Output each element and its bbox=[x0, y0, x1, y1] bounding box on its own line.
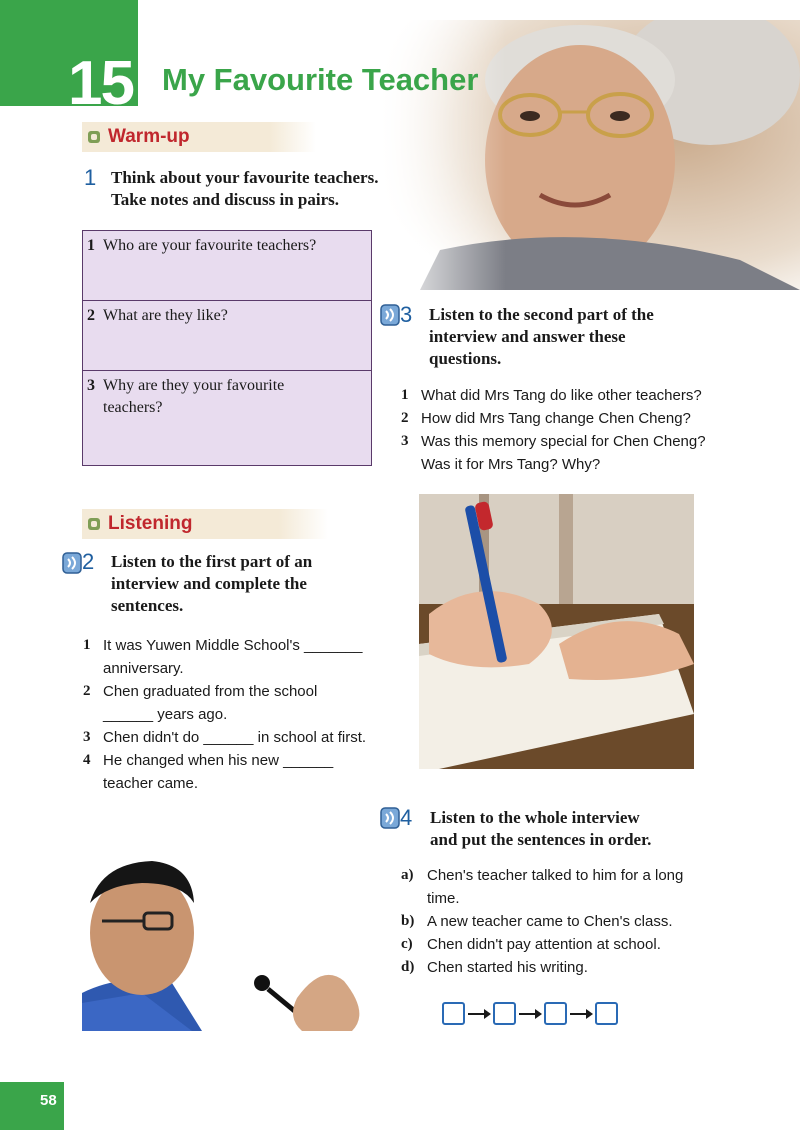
arrow-right-icon bbox=[516, 1002, 544, 1025]
task-4-number: 4 bbox=[400, 805, 413, 830]
sentence-number: 3 bbox=[83, 729, 91, 745]
task-2-line-2: interview and complete the bbox=[111, 574, 307, 593]
unit-number: 15 bbox=[68, 49, 133, 118]
arrow-right-icon bbox=[465, 1002, 493, 1025]
order-box[interactable] bbox=[544, 1002, 567, 1025]
task-2-instruction bbox=[111, 551, 312, 617]
item-text: Chen's teacher talked to him for a long time. bbox=[427, 867, 684, 907]
notes-table bbox=[82, 230, 372, 466]
sentence-number: 1 bbox=[83, 637, 91, 653]
list-item bbox=[83, 726, 378, 749]
item-letter: c) bbox=[401, 936, 413, 952]
task-4-line-1: Listen to the whole interview bbox=[430, 808, 640, 827]
order-box[interactable] bbox=[595, 1002, 618, 1025]
task-1-instruction bbox=[111, 167, 378, 211]
sentence-text: It was Yuwen Middle School's _______ anniversary. bbox=[103, 637, 363, 677]
sentence-number: 4 bbox=[83, 752, 91, 768]
question-number: 1 bbox=[401, 387, 409, 403]
listening-heading-bar bbox=[82, 509, 328, 539]
warmup-heading-bar bbox=[82, 122, 316, 152]
task-4-line-2: and put the sentences in order. bbox=[430, 830, 652, 849]
writing-photo bbox=[419, 494, 694, 769]
list-item bbox=[83, 749, 378, 795]
task-2-number: 2 bbox=[82, 549, 95, 574]
item-text: Chen didn't pay attention at school. bbox=[427, 936, 661, 953]
notes-row[interactable] bbox=[83, 301, 371, 371]
item-text: A new teacher came to Chen's class. bbox=[427, 913, 673, 930]
task-3-questions bbox=[401, 384, 721, 476]
task-3-line-2: interview and answer these bbox=[429, 327, 626, 346]
order-box[interactable] bbox=[442, 1002, 465, 1025]
audio-cd-icon bbox=[62, 552, 82, 574]
listening-heading: Listening bbox=[108, 513, 193, 534]
audio-cd-icon bbox=[380, 807, 400, 829]
warmup-heading: Warm-up bbox=[108, 126, 190, 147]
list-item bbox=[401, 864, 701, 910]
notes-row-number: 3 bbox=[87, 377, 95, 394]
list-item bbox=[401, 430, 721, 476]
sentence-number: 2 bbox=[83, 683, 91, 699]
task-2-line-3: sentences. bbox=[111, 596, 184, 615]
section-bullet-icon bbox=[88, 518, 100, 530]
task-3-number: 3 bbox=[400, 302, 413, 327]
task-1-line-2: Take notes and discuss in pairs. bbox=[111, 190, 340, 209]
list-item bbox=[401, 956, 701, 979]
notes-row[interactable] bbox=[83, 231, 371, 301]
list-item bbox=[401, 407, 721, 430]
task-3-line-3: questions. bbox=[429, 349, 502, 368]
sentence-text: Chen graduated from the school ______ years ago. bbox=[103, 683, 318, 723]
task-2-sentences bbox=[83, 634, 378, 795]
teacher-photo bbox=[380, 20, 800, 290]
sentence-text: He changed when his new ______ teacher came. bbox=[103, 752, 334, 792]
question-number: 2 bbox=[401, 410, 409, 426]
section-bullet-icon bbox=[88, 131, 100, 143]
notes-row-question: What are they like? bbox=[103, 307, 228, 324]
notes-row-number: 1 bbox=[87, 237, 95, 254]
list-item bbox=[401, 384, 721, 407]
question-number: 3 bbox=[401, 433, 409, 449]
question-text: Was this memory special for Chen Cheng? Was it for Mrs Tang? Why? bbox=[421, 433, 706, 473]
list-item bbox=[83, 634, 378, 680]
page-number: 58 bbox=[40, 1092, 57, 1109]
sentence-text: Chen didn't do ______ in school at first. bbox=[103, 729, 367, 746]
question-text: What did Mrs Tang do like other teachers? bbox=[421, 387, 702, 404]
item-letter: a) bbox=[401, 867, 414, 883]
item-text: Chen started his writing. bbox=[427, 959, 588, 976]
task-4-instruction bbox=[430, 807, 651, 851]
order-box[interactable] bbox=[493, 1002, 516, 1025]
task-1-number: 1 bbox=[84, 165, 97, 190]
item-letter: b) bbox=[401, 913, 415, 929]
task-2-line-1: Listen to the first part of an bbox=[111, 552, 313, 571]
notes-row-number: 2 bbox=[87, 307, 95, 324]
unit-title: My Favourite Teacher bbox=[162, 62, 479, 97]
question-text: How did Mrs Tang change Chen Cheng? bbox=[421, 410, 691, 427]
order-boxes bbox=[442, 1002, 618, 1025]
task-1-line-1: Think about your favourite teachers. bbox=[111, 168, 379, 187]
task-3-instruction bbox=[429, 304, 654, 370]
interviewee-photo bbox=[82, 843, 370, 1031]
page-number-block bbox=[0, 1082, 64, 1130]
task-4-items bbox=[401, 864, 701, 979]
task-3-line-1: Listen to the second part of the bbox=[429, 305, 654, 324]
notes-row-question: Who are your favourite teachers? bbox=[103, 237, 317, 254]
arrow-right-icon bbox=[567, 1002, 595, 1025]
notes-row[interactable] bbox=[83, 371, 371, 465]
list-item bbox=[401, 933, 701, 956]
list-item bbox=[83, 680, 378, 726]
audio-cd-icon bbox=[380, 304, 400, 326]
item-letter: d) bbox=[401, 959, 415, 975]
list-item bbox=[401, 910, 701, 933]
notes-row-question: Why are they your favourite teachers? bbox=[103, 377, 285, 416]
